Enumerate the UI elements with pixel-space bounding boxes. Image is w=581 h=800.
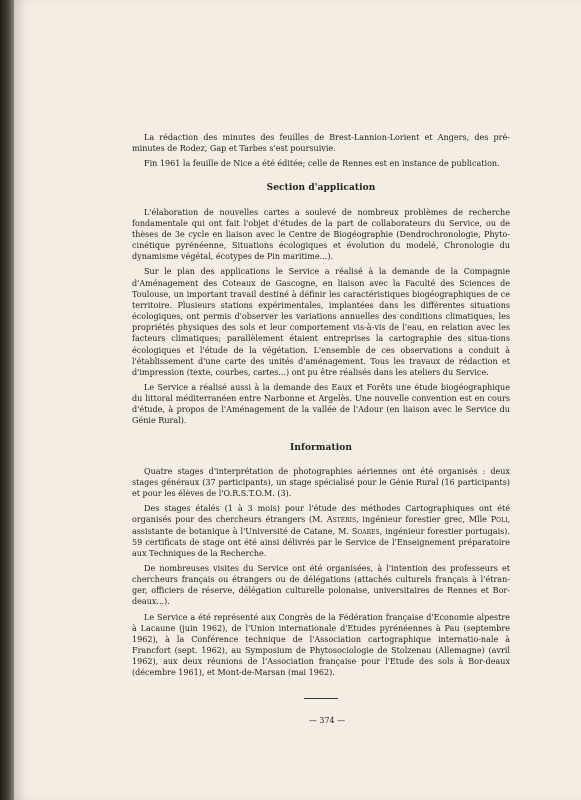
paragraph-stages-etales — [132, 503, 510, 559]
paragraph-nice: Fin 1961 la feuille de Nice a été éditée; celle de Rennes est en instance de publication. — [144, 159, 500, 169]
text-segment: , assistante de botanique à l'Université de Catane, M. — [132, 515, 511, 536]
text-segment: Des stages étalés (1 à 3 mois) pour l'étude des méthodes Cartographiques ont été organisés pour des chercheurs étrangers (M. — [132, 504, 510, 525]
text-segment: , ingénieur forestier grec, Mlle — [356, 515, 491, 525]
page-content — [132, 132, 510, 730]
person-name: Poli — [490, 515, 508, 525]
person-name: Astéris — [326, 515, 357, 525]
paragraph-congres: Le Service a été représenté aux Congrès de la Fédération française d'Economie alpestre à Lacaune (juin 1962), de l'Union internationale d'Etudes pyrénéennes à Pau (septembre 1962), à la Conférence technique de l'Association cartographique internatio-nale à Francfort (sept. 1962), au Symposium de Phytosociologie de Stolzenau (Allemagne) (avril 1962), aux deux réunions de l'Association française pour l'Etude des sols à Bor-deaux (décembre 1961), et Mont-de-Marsan (mai 1962). — [132, 612, 510, 678]
section-title-information: Information — [290, 442, 352, 453]
text-segment: , ingénieur forestier portugais). 59 certificats de stage ont été ainsi délivrés par le Service de l'Enseignement préparatoire aux Techniques de la Recherche. — [132, 526, 510, 558]
paragraph-stages: Quatre stages d'interprétation de photographies aériennes ont été organisés : deux stages généraux (37 participants), un stage spécialisé pour le Génie Rural (16 participants) et pour les élèves de l'O.R.S.T.O.M. (3). — [132, 466, 510, 499]
paragraph-minutes: La rédaction des minutes des feuilles de Brest-Lannion-Lorient et Angers, des pré-minutes de Rodez, Gap et Tarbes s'est poursuivie. — [132, 133, 510, 154]
book-spine — [0, 0, 14, 800]
paragraph-visites: De nombreuses visites du Service ont été organisées, à l'intention des professeurs et chercheurs français ou étrangers ou de délégations (attachés culturels français à l'étran-ger, officiers de réserve, délégation culturelle polonaise, universitaires de Rennes et Bor-deaux...). — [132, 564, 510, 607]
section-title-application: Section d'application — [266, 183, 376, 194]
paragraph-applications: Sur le plan des applications le Service a réalisé à la demande de la Compagnie d'Aménagement des Coteaux de Gascogne, en liaison avec la Faculté des Sciences de Toulouse, un important travail destiné à définir les caractéristiques biogéographiques de ce territoire. Plusieurs stations expérimentales, implantées dans les différentes situations écologiques, ont permis d'observer les variations annuelles des conditions climatiques, les propriétés physiques des sols et leur comportement vis-à-vis de l'eau, en relation avec les facteurs climatiques; parallèlement étaient entreprises la cartographie des situa-tions écologiques et l'étude de la végétation. L'ensemble de ces observations a conduit à l'établissement d'une carte des unités d'aménagement. Tous les travaux de rédaction et d'impression (texte, courbes, cartes...) ont pu être réalisés dans les ateliers du Service. — [132, 267, 510, 377]
paragraph-eaux-forets: Le Service a réalisé aussi à la demande des Eaux et Forêts une étude biogéographique du littoral méditerranéen entre Narbonne et Argelès. Une nouvelle convention est en cours d'étude, à propos de l'Aménagement de la vallée de l'Adour (en liaison avec le Service du Génie Rural). — [132, 382, 510, 426]
separator-rule — [304, 698, 338, 699]
person-name: Soares — [351, 526, 380, 536]
page-number: — 374 — — [308, 715, 346, 725]
paragraph-elaboration: L'élaboration de nouvelles cartes a soulevé de nombreux problèmes de recherche fondamentale qui ont fait l'objet d'études de la part de collaborateurs du Service, ou de thèses de 3e cycle en liaison avec le Centre de Biogéographie (Dendrochronologie, Phyto-cinétique pyrénéenne, Situations écologiques et évolution du modelé, Chronologie du dynamisme végétal, écotypes de Pin maritime...). — [132, 207, 510, 262]
